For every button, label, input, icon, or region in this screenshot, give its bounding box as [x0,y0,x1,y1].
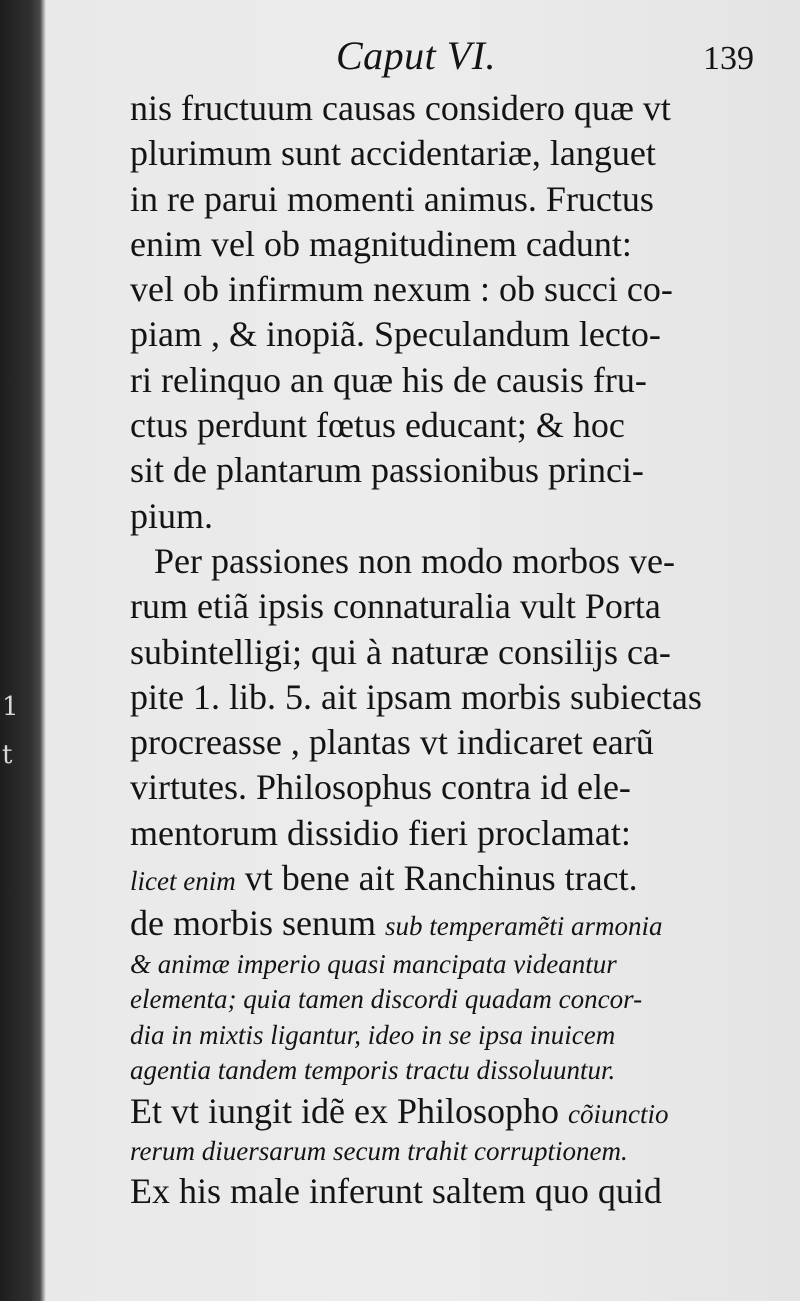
italic-quote-line: dia in mixtis ligantur, ideo in se ipsa inuicem [130,1019,616,1050]
text-line: ri relinquo an quæ his de causis fru- [130,359,647,400]
text-line: pium. [130,495,214,536]
text-line: in re parui momenti animus. Fructus [130,178,654,219]
paragraph-first-line [130,539,794,584]
page-header [46,32,800,82]
text-line: rum etiã ipsis connaturalia vult Porta [130,586,661,627]
book-page [46,0,800,1301]
italic-quote-line: & animæ imperio quasi mancipata videantur [130,948,617,979]
text-line: procreasse , plantas vt indicaret earũ [130,722,654,763]
text-line: mentorum dissidio fieri proclamat: [130,812,631,853]
italic-quote-line: rerum diuersarum secum trahit corruptionem. [130,1135,628,1166]
mixed-text-line [130,856,794,901]
text-line: ctus perdunt fœtus educant; & hoc [130,405,625,446]
facing-page-gutter [0,0,40,1301]
text-line: virtutes. Philosophus contra id ele- [130,767,631,808]
page-body [130,86,794,1215]
running-title: Caput VI. [336,33,497,78]
gutter-glyph: 1 [2,692,19,722]
catchword-line: Ex his male inferunt saltem quo quid [130,1171,662,1212]
italic-span: cõiunctio [568,1098,669,1129]
italic-quote-line: elementa; quia tamen discordi quadam concor- [130,984,643,1015]
gutter-glyph: t [2,740,13,770]
roman-span: Et vt iungit idẽ ex Philosopho [130,1090,568,1131]
mixed-text-line [130,901,794,946]
text-line: piam , & inopiã. Speculandum lecto- [130,314,661,355]
text-line-content: Per passiones non modo morbos ve- [154,540,675,581]
text-line: nis fructuum causas considero quæ vt [130,88,671,128]
mixed-text-line [130,1089,794,1134]
text-line: pite 1. lib. 5. ait ipsam morbis subiectas [130,676,702,717]
italic-quote-line: agentia tandem temporis tractu dissoluuntur. [130,1055,616,1086]
text-line: vel ob infirmum nexum : ob succi co- [130,269,673,310]
roman-span: vt bene ait Ranchinus tract. [235,858,638,899]
text-line: sit de plantarum passionibus princi- [130,450,644,491]
text-line: enim vel ob magnitudinem cadunt: [130,223,632,264]
italic-span: sub temperamẽti armonia [384,911,663,942]
text-line: subintelligi; qui à naturæ consilijs ca- [130,631,671,672]
text-line: plurimum sunt accidentariæ, languet [130,133,656,174]
italic-span: licet enim [130,866,236,897]
roman-span: de morbis senum [130,903,385,944]
page-number: 139 [703,40,754,77]
